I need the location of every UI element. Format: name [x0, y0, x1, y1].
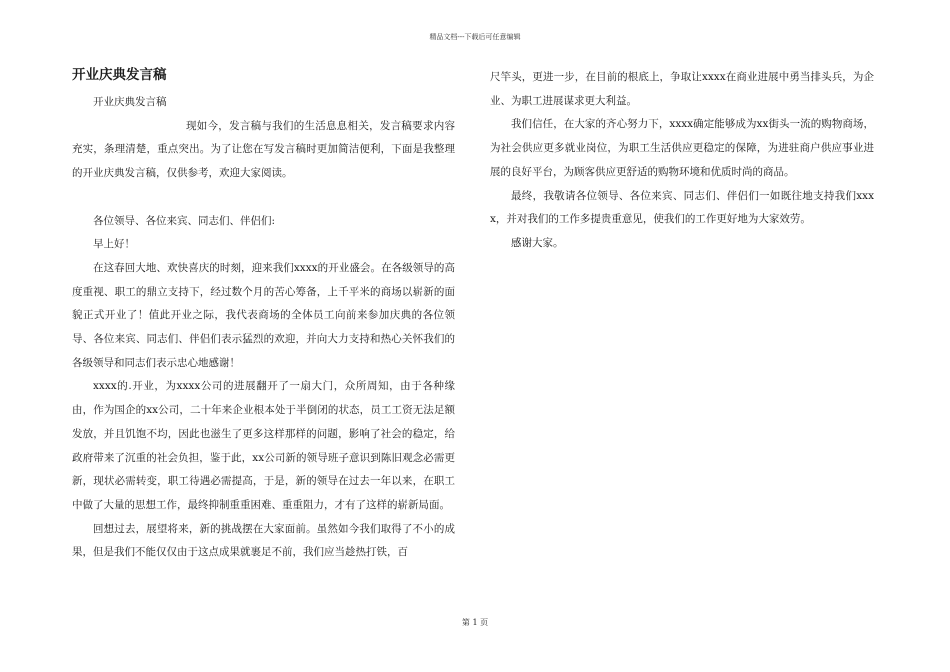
paragraph-1: 在这春回大地、欢快喜庆的时刻，迎来我们xxxx的开业盛会。在各级领导的高度重视、职工的鼎立支持下，经过数个月的苦心筹备，上千平米的商场以崭新的面貌正式开业了！值此开业之际，我代表商场的全体员工向前来参加庆典的各位领导、各位来宾、同志们、伴侣们表示猛烈的欢迎，并向大力支持和热心关怀我们的各级领导和同志们表示忠心地感谢！: [72, 261, 455, 369]
subtitle: 开业庆典发言稿: [93, 96, 167, 108]
paragraph-4: 我们信任，在大家的齐心努力下，xxxx确定能够成为xx街头一流的购物商场，为社会供应更多就业岗位，为职工生活供应更稳定的保障，为进驻商户供应事业进展的良好平台，为顾客供应更舒适的购物环境和优质时尚的商品。: [490, 118, 874, 178]
page-header: 精品文档---下载后可任意编辑: [429, 33, 521, 41]
paragraph-2: xxxx的.开业，为xxxx公司的进展翻开了一扇大门，众所周知，由于各种缘由，作为国企的xx公司，二十年来企业根本处于半倒闭的状态，员工工资无法足额发放，并且饥饱不均，因此也滋生了更多这样那样的问题，影响了社会的稳定，给政府带来了沉重的社会负担，鉴于此，xx公司新的领导班子意识到陈旧观念必需更新，现状必需转变，职工待遇必需提高，于是，新的领导在过去一年以来，在职工中做了大量的思想工作，最终抑制重重困难、重重阻力，才有了这样的崭新局面。: [72, 380, 455, 511]
right-column: [490, 66, 874, 256]
paragraph-5: 最终，我敬请各位领导、各位来宾、同志们、伴侣们一如既往地支持我们xxxx，并对我们的工作多提贵重意见，使我们的工作更好地为大家效劳。: [490, 189, 874, 226]
paragraph-3-continued: 尺竿头，更进一步，在目前的根底上，争取让xxxx在商业进展中勇当排头兵，为企业、为职工进展谋求更大利益。: [490, 71, 874, 107]
left-column: [72, 66, 455, 565]
closing-line: 感谢大家。: [511, 236, 564, 249]
intro-paragraph: 现如今，发言稿与我们的生活息息相关，发言稿要求内容充实，条理清楚，重点突出。为了让您在写发言稿时更加简洁便利，下面是我整理的开业庆典发言稿，仅供参考，欢迎大家阅读。: [72, 119, 455, 180]
page-number: 第 1 页: [461, 618, 489, 627]
paragraph-3: 回想过去，展望将来，新的挑战摆在大家面前。虽然如今我们取得了不小的成果，但是我们不能仅仅由于这点成果就裹足不前，我们应当趁热打铁，百: [72, 522, 455, 559]
greeting: 早上好！: [93, 238, 135, 251]
blank-line: [72, 186, 455, 210]
salutation: 各位领导、各位来宾、同志们、伴侣们:: [93, 214, 276, 227]
document-title: 开业庆典发言稿: [72, 67, 167, 83]
